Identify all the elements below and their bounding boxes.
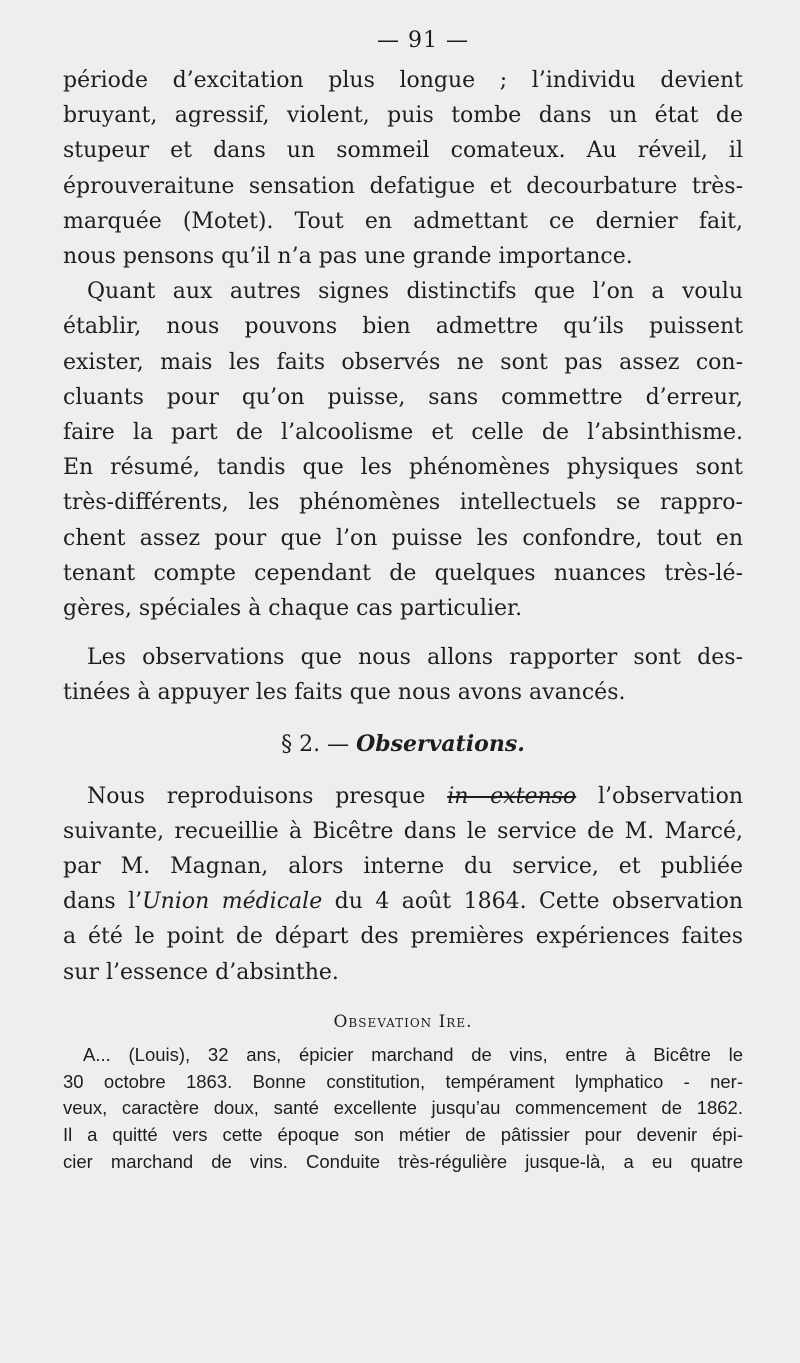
text-segment: du 4 août 1864. Cette observation (322, 889, 743, 915)
text-line: éprouveraitune sensation defatigue et decourbature très- (63, 173, 743, 199)
text-line: tinées à appuyer les faits que nous avons avancés. (63, 680, 626, 706)
text-line: bruyant, agressif, violent, puis tombe dans un état de (63, 103, 743, 129)
text-line: très-différents, les phénomènes intellectuels se rappro- (63, 490, 743, 516)
text-line: chent assez pour que l’on puisse les confondre, tout en (63, 525, 743, 551)
text-line: A... (Louis), 32 ans, épicier marchand de vins, entre à Bicêtre le (83, 1043, 743, 1065)
observation-title: Obsevation Ire. (333, 1011, 473, 1032)
text-segment: dans l’ (63, 889, 143, 915)
text-line: par M. Magnan, alors interne du service, et publiée (63, 854, 743, 880)
text-line: période d’excitation plus longue ; l’individu devient (63, 68, 743, 93)
text-line: En résumé, tandis que les phénomènes physiques sont (63, 455, 743, 481)
text-line: veux, caractère doux, santé excellente jusqu’au commencement de 1862. (63, 1097, 743, 1119)
text-segment: Nous reproduisons presque (87, 783, 448, 809)
text-line: Il a quitté vers cette époque son métier de pâtissier pour devenir épi- (63, 1124, 743, 1146)
section-number: § 2. — (281, 731, 357, 757)
observation-text (63, 1042, 743, 1176)
text-line (63, 779, 743, 814)
text-line: exister, mais les faits observés ne sont pas assez con- (63, 349, 743, 375)
text-line: nous pensons qu’il n’a pas une grande importance. (63, 244, 633, 270)
text-line (63, 884, 743, 919)
text-line: stupeur et dans un sommeil comateux. Au réveil, il (63, 138, 743, 164)
text-line: suivante, recueillie à Bicêtre dans le service de M. Marcé, (63, 818, 743, 844)
text-line: Les observations que nous allons rapporter sont des- (87, 645, 743, 671)
text-segment: l’observation (576, 783, 744, 809)
text-line: établir, nous pouvons bien admettre qu’ils puissent (63, 314, 743, 340)
text-line: faire la part de l’alcoolisme et celle de l’absinthisme. (63, 420, 743, 446)
italic-text: Union médicale (142, 889, 323, 915)
paragraph-1 (63, 63, 743, 274)
text-line: Quant aux autres signes distinctifs que l’on a voulu (87, 279, 743, 305)
page-number: — 91 — (377, 28, 469, 53)
section-heading (63, 731, 743, 757)
text-line: gères, spéciales à chaque cas particulier. (63, 596, 523, 622)
paragraph-2 (63, 274, 743, 626)
text-line: cier marchand de vins. Conduite très-régulière jusque-là, a eu quatre (63, 1151, 743, 1173)
text-line: tenant compte cependant de quelques nuances très-lé- (63, 560, 743, 586)
italic-text: in extenso (447, 783, 577, 809)
text-line: a été le point de départ des premières expériences faites (63, 924, 743, 950)
section-title: Observations. (356, 730, 525, 757)
paragraph-4 (63, 779, 743, 990)
document-page (63, 28, 743, 1176)
text-line: sur l’essence d’absinthe. (63, 959, 339, 985)
text-line: marquée (Motet). Tout en admettant ce dernier fait, (63, 208, 743, 234)
text-line: 30 octobre 1863. Bonne constitution, tempérament lymphatico - ner- (63, 1070, 743, 1092)
paragraph-3 (63, 640, 743, 710)
text-line: cluants pour qu’on puisse, sans commettre d’erreur, (63, 384, 743, 410)
